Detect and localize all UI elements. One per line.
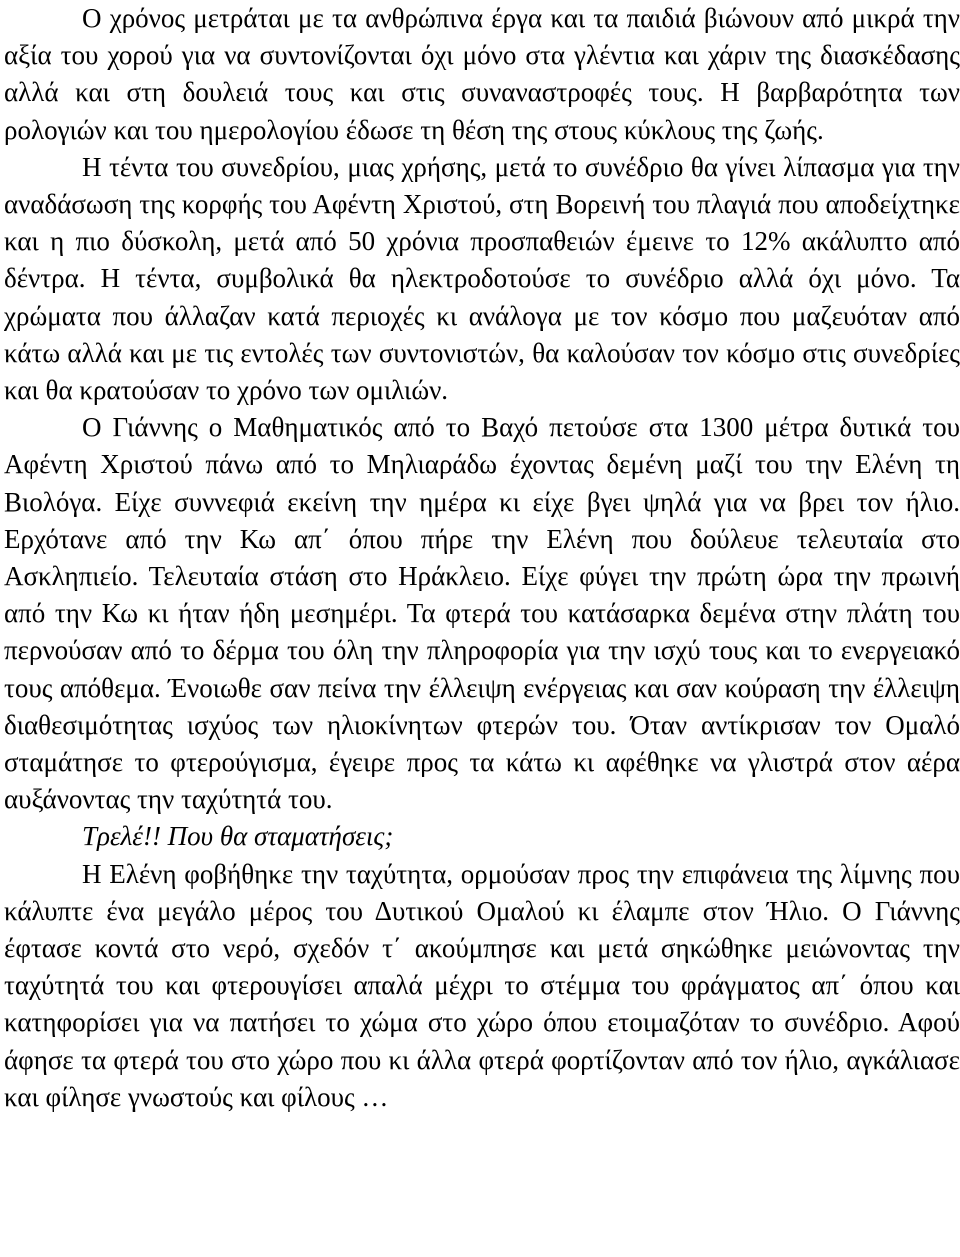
paragraph-landing: Η Ελένη φοβήθηκε την ταχύτητα, ορμούσαν προς την επιφάνεια της λίμνης που κάλυπτε ένα μεγάλο μέρος του Δυτικού Ομαλού κι έλαμπε στον Ήλιο. Ο Γιάννης έφτασε κοντά στο νερό, σχεδόν τ΄ ακούμπησε και μετά σηκώθηκε μειώνοντας την ταχύτητά του και φτερουγίσει απαλά μέχρι το στέμμα του φράγματος απ΄ όπου και κατηφορίσει για να πατήσει το χώμα στο χώρο όπου ετοιμαζόταν το συνέδριο. Αφού άφησε τα φτερά του στο χώρο που κι άλλα φτερά φορτίζονταν από τον ήλιο, αγκάλιασε και φίλησε γνωστούς και φίλους …: [4, 858, 960, 1112]
paragraph-flight: Ο Γιάννης ο Μαθηματικός από το Βαχό πετούσε στα 1300 μέτρα δυτικά του Αφέντη Χριστού πάνω από το Μηλιαράδω έχοντας δεμένη μαζί του την Ελένη τη Βιολόγα. Είχε συννεφιά εκείνη την ημέρα κι είχε βγει ψηλά για να βρει τον ήλιο. Ερχότανε από την Κω απ΄ όπου πήρε την Ελένη που δούλευε τελευταία στο Ασκληπιείο. Τελευταία στάση στο Ηράκλειο. Είχε φύγει την πρώτη ώρα την πρωινή από την Κω κι ήταν ήδη μεσημέρι. Τα φτερά του κατάσαρκα δεμένα στην πλάτη του περνούσαν από το δέρμα του όλη την πληροφορία για την ισχύ τους και το ενεργειακό τους απόθεμα. Ένοιωθε σαν πείνα την έλλειψη ενέργειας και σαν κούραση την έλλειψη διαθεσιμότητας ισχύος των ηλιοκίνητων φτερών του. Όταν αντίκρισαν τον Ομαλό σταμάτησε το φτερούγισμα, έγειρε προς τα κάτω κι αφέθηκε να γλιστρά στον αέρα αυξάνοντας την ταχύτητά του.: [4, 412, 960, 815]
paragraph-intro: Ο χρόνος μετράται με τα ανθρώπινα έργα και τα παιδιά βιώνουν από μικρά την αξία του χορού για να συντονίζονται όχι μόνο στα γλέντια και χάριν της διασκέδασης αλλά και στη δουλειά τους και στις συναναστροφές τους. Η βαρβαρότητα των ρολογιών και του ημερολογίου έδωσε τη θέση της στους κύκλους της ζωής.: [4, 3, 960, 145]
paragraph-exclamation: Τρελέ!! Που θα σταματήσεις;: [82, 821, 394, 852]
paragraph-tent: Η τέντα του συνεδρίου, μιας χρήσης, μετά το συνέδριο θα γίνει λίπασμα για την αναδάσωση της κορφής του Αφέντη Χριστού, στη Βορεινή του πλαγιά που αποδείχτηκε και η πιο δύσκολη, μετά από 50 χρόνια προσπαθειών έμεινε το 12% ακάλυπτο από δέντρα. Η τέντα, συμβολικά θα ηλεκτροδοτούσε το συνέδριο αλλά όχι μόνο. Τα χρώματα που άλλαζαν κατά περιοχές κι ανάλογα με τον κόσμο που μαζευόταν από κάτω αλλά και με τις εντολές των συντονιστών, θα καλούσαν τον κόσμο στις συνεδρίες και θα κρατούσαν το χρόνο των ομιλιών.: [4, 151, 960, 406]
